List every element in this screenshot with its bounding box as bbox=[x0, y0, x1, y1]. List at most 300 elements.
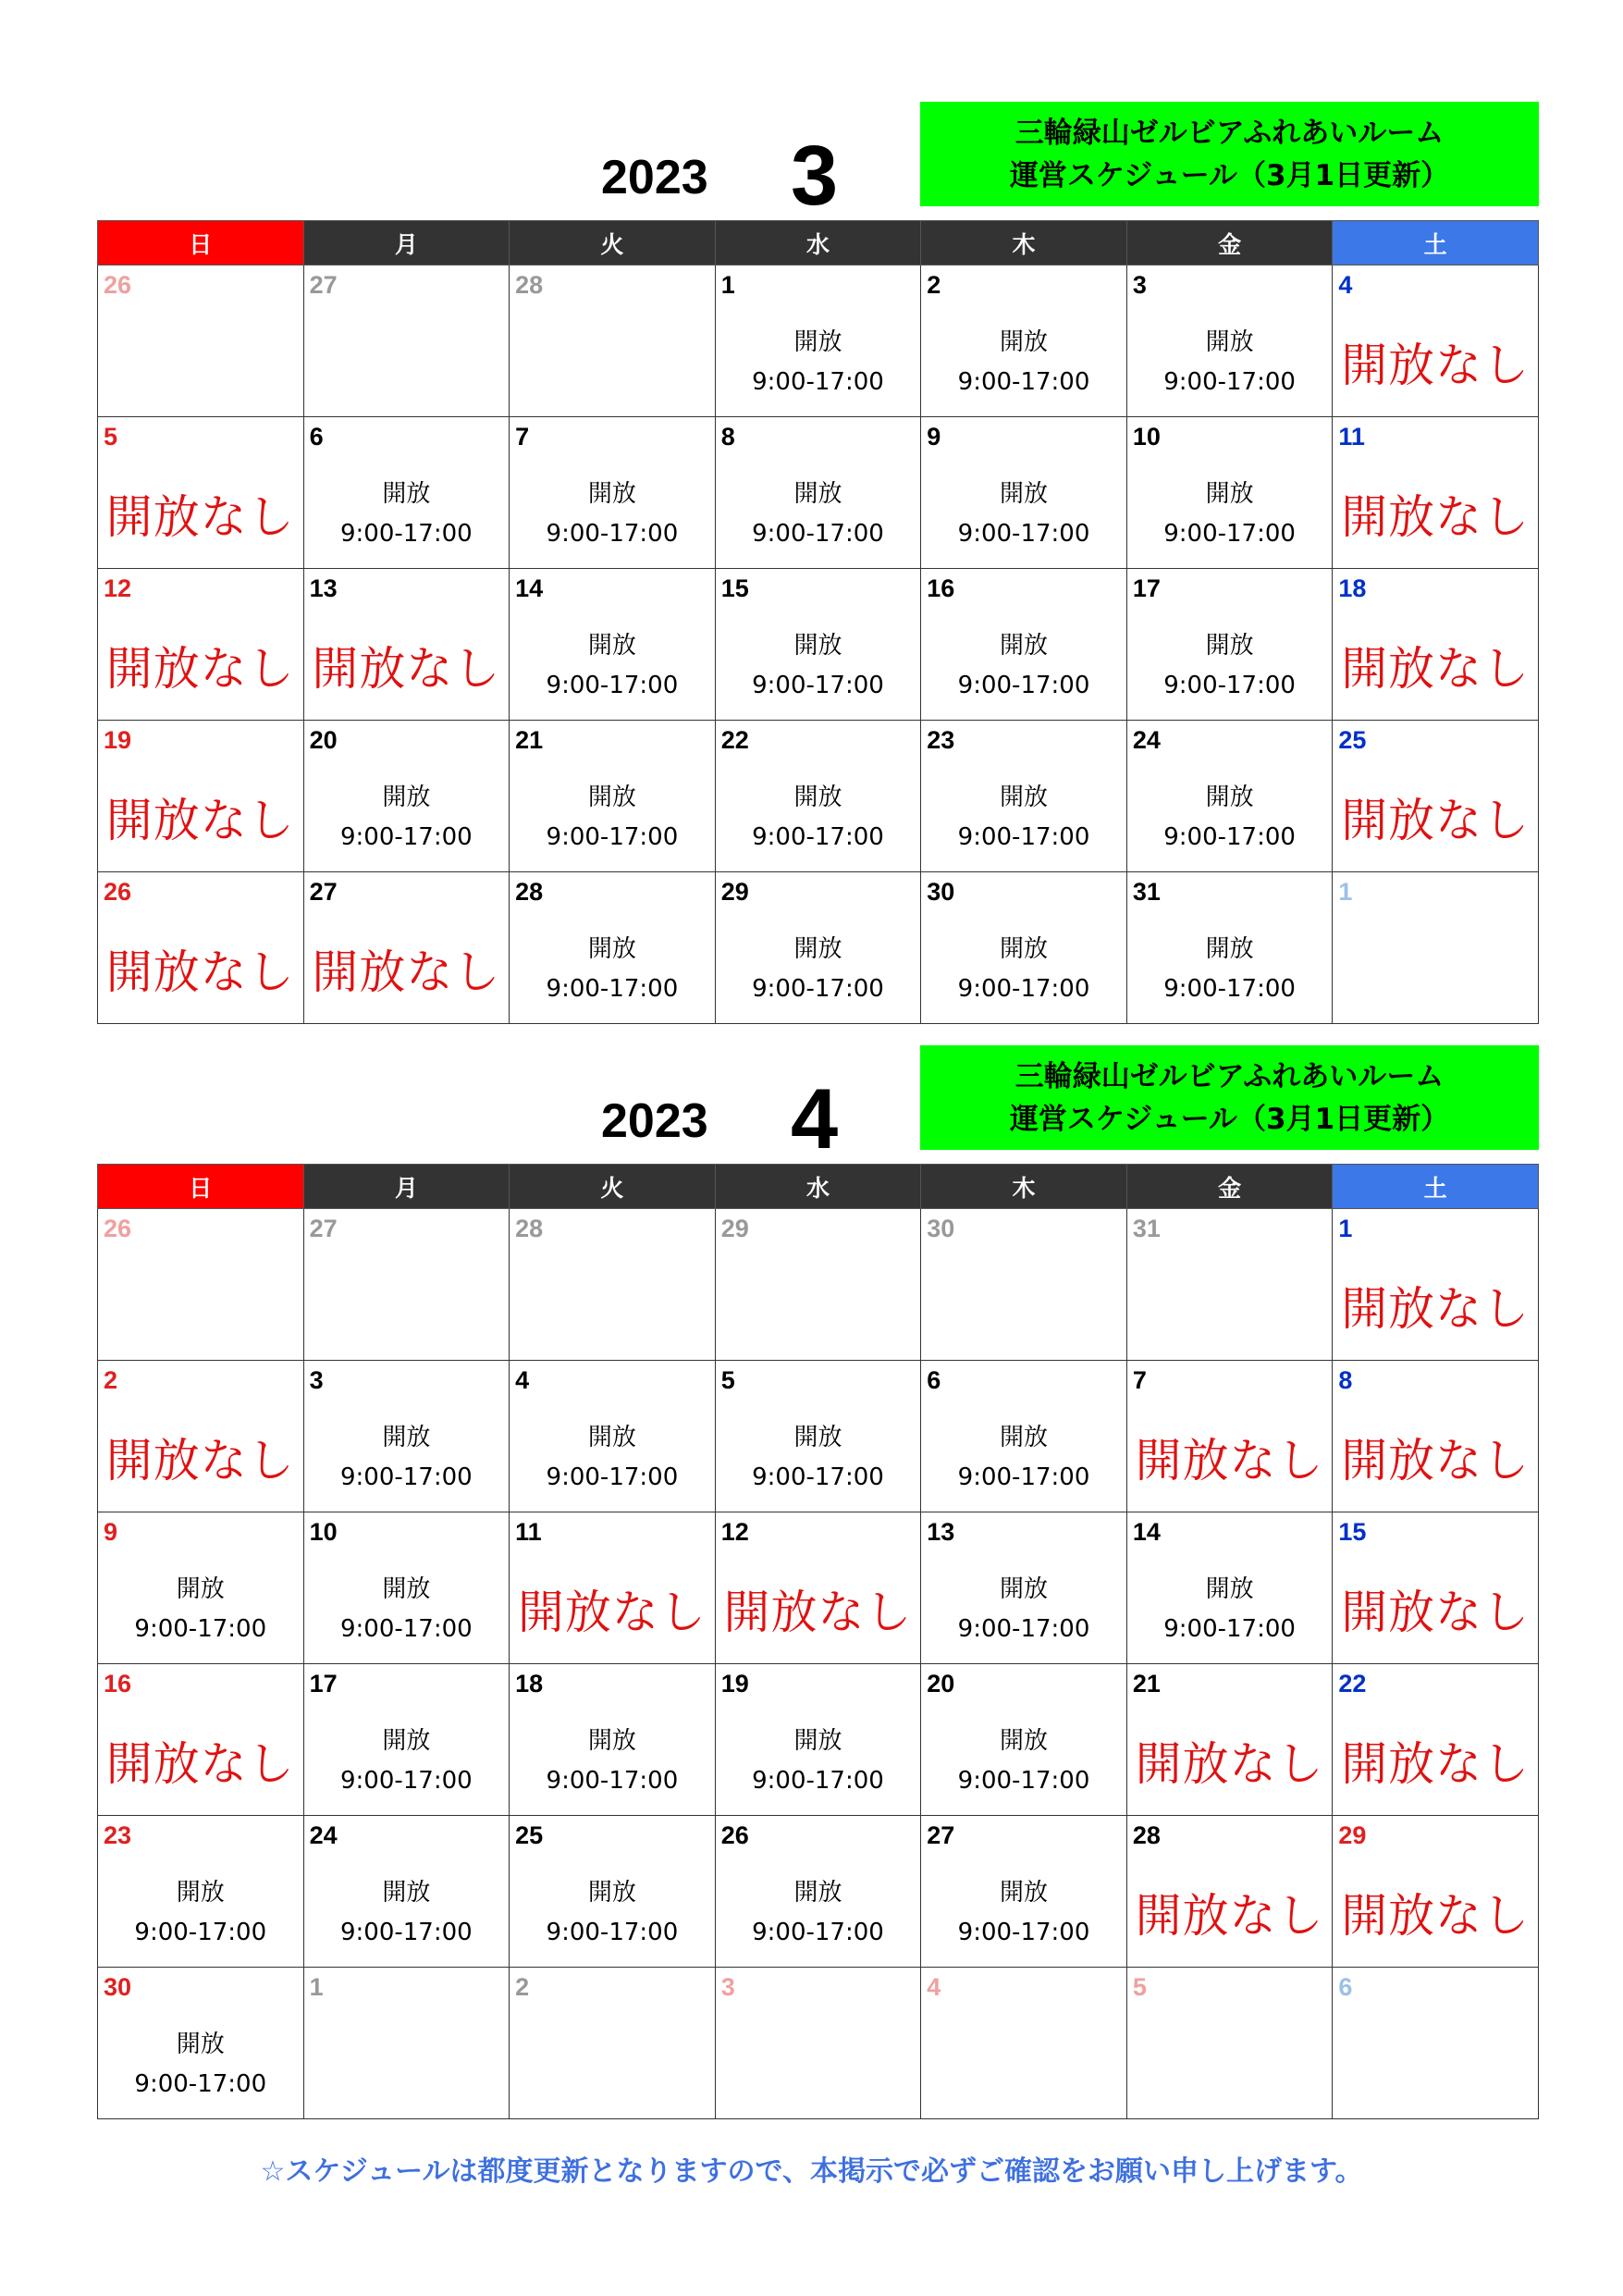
day-cell bbox=[98, 417, 304, 569]
open-hours: 9:00-17:00 bbox=[752, 672, 884, 699]
banner-subtitle: 運営スケジュール（3月1日更新） bbox=[1009, 1102, 1450, 1136]
open-hours: 9:00-17:00 bbox=[1163, 368, 1296, 396]
open-label: 開放 bbox=[1205, 632, 1254, 660]
day-number: 3 bbox=[1132, 271, 1147, 299]
open-label: 開放 bbox=[1000, 1727, 1049, 1755]
open-status bbox=[921, 1570, 1126, 1649]
day-cell bbox=[1126, 1512, 1333, 1664]
weekday-header: 木 bbox=[921, 221, 1127, 265]
open-hours: 9:00-17:00 bbox=[752, 368, 884, 396]
week-row bbox=[98, 1816, 1539, 1968]
day-number: 10 bbox=[1132, 423, 1161, 451]
week-row bbox=[98, 1968, 1539, 2119]
day-cell bbox=[715, 1209, 921, 1361]
closed-status: 開放なし bbox=[105, 642, 295, 696]
weekday-header: 火 bbox=[510, 221, 716, 265]
day-cell bbox=[303, 1968, 510, 2119]
day-number: 6 bbox=[927, 1366, 941, 1394]
day-cell bbox=[1333, 417, 1539, 569]
weekday-header-row bbox=[98, 221, 1539, 265]
weekday-header: 土 bbox=[1333, 1165, 1539, 1209]
day-number: 26 bbox=[104, 878, 132, 906]
day-cell bbox=[98, 1512, 304, 1664]
open-status bbox=[510, 778, 715, 858]
weekday-header-row bbox=[98, 1165, 1539, 1209]
closed-status: 開放なし bbox=[312, 945, 501, 999]
day-number: 13 bbox=[927, 1518, 955, 1546]
day-number: 15 bbox=[1338, 1518, 1367, 1546]
open-label: 開放 bbox=[1205, 1575, 1254, 1603]
open-label: 開放 bbox=[1000, 1424, 1049, 1451]
open-hours: 9:00-17:00 bbox=[1163, 1615, 1296, 1643]
open-label: 開放 bbox=[793, 1424, 842, 1451]
open-hours: 9:00-17:00 bbox=[752, 520, 884, 548]
open-label: 開放 bbox=[793, 328, 842, 356]
open-label: 開放 bbox=[793, 935, 842, 963]
weekday-header: 月 bbox=[303, 1165, 510, 1209]
day-cell bbox=[1333, 1816, 1539, 1968]
day-number: 4 bbox=[515, 1366, 530, 1394]
open-label: 開放 bbox=[793, 480, 842, 508]
day-number: 14 bbox=[515, 574, 544, 602]
closed-status: 開放なし bbox=[517, 1586, 707, 1639]
weekday-header: 水 bbox=[715, 1165, 921, 1209]
day-number: 29 bbox=[1338, 1821, 1367, 1849]
day-cell bbox=[98, 1816, 304, 1968]
calendar-march bbox=[97, 102, 1539, 1024]
week-row bbox=[98, 1361, 1539, 1512]
open-hours: 9:00-17:00 bbox=[1163, 672, 1296, 699]
schedule-banner bbox=[920, 1045, 1539, 1150]
day-number: 8 bbox=[1338, 1366, 1353, 1394]
day-cell bbox=[1126, 872, 1333, 1024]
closed-status: 開放なし bbox=[1341, 794, 1531, 847]
open-hours: 9:00-17:00 bbox=[957, 823, 1090, 851]
open-hours: 9:00-17:00 bbox=[546, 672, 679, 699]
closed-status: 開放なし bbox=[1341, 490, 1531, 544]
open-label: 開放 bbox=[1000, 632, 1049, 660]
day-number: 4 bbox=[1338, 271, 1353, 299]
day-number: 21 bbox=[1132, 1670, 1161, 1697]
week-row bbox=[98, 721, 1539, 872]
day-number: 6 bbox=[1338, 1973, 1353, 2001]
day-cell bbox=[510, 1968, 716, 2119]
open-status bbox=[1127, 626, 1333, 706]
open-label: 開放 bbox=[176, 2031, 225, 2058]
day-number: 1 bbox=[720, 271, 735, 299]
day-number: 15 bbox=[720, 574, 749, 602]
day-cell bbox=[921, 265, 1127, 417]
open-label: 開放 bbox=[587, 480, 636, 508]
open-hours: 9:00-17:00 bbox=[752, 975, 884, 1003]
open-status bbox=[921, 778, 1126, 858]
day-number: 26 bbox=[104, 1215, 132, 1242]
calendar-april bbox=[97, 1045, 1539, 2119]
day-number: 1 bbox=[1338, 1215, 1353, 1242]
day-cell bbox=[715, 1968, 921, 2119]
open-hours: 9:00-17:00 bbox=[134, 1919, 267, 1946]
day-cell bbox=[510, 417, 716, 569]
day-cell bbox=[921, 1512, 1127, 1664]
closed-status: 開放なし bbox=[1341, 1434, 1531, 1487]
open-status bbox=[510, 1722, 715, 1801]
day-cell bbox=[1126, 417, 1333, 569]
open-status bbox=[304, 1873, 510, 1953]
open-status bbox=[98, 2025, 303, 2105]
open-hours: 9:00-17:00 bbox=[546, 520, 679, 548]
open-label: 開放 bbox=[382, 1879, 431, 1907]
day-number: 9 bbox=[104, 1518, 118, 1546]
day-number: 17 bbox=[309, 1670, 338, 1697]
day-cell bbox=[510, 1209, 716, 1361]
schedule-banner bbox=[920, 102, 1539, 206]
day-cell bbox=[1126, 721, 1333, 872]
month-number: 4 bbox=[791, 1072, 839, 1167]
day-number: 18 bbox=[1338, 574, 1367, 602]
day-cell bbox=[1126, 1816, 1333, 1968]
open-status bbox=[716, 1873, 921, 1953]
open-status bbox=[1127, 1570, 1333, 1649]
calendar-grid bbox=[97, 220, 1539, 1024]
day-number: 24 bbox=[1132, 726, 1161, 754]
day-cell bbox=[921, 872, 1127, 1024]
open-status bbox=[1127, 475, 1333, 554]
open-hours: 9:00-17:00 bbox=[957, 368, 1090, 396]
day-number: 22 bbox=[1338, 1670, 1367, 1697]
day-number: 9 bbox=[927, 423, 941, 451]
open-hours: 9:00-17:00 bbox=[957, 975, 1090, 1003]
weekday-header: 金 bbox=[1126, 221, 1333, 265]
day-number: 2 bbox=[927, 271, 941, 299]
day-cell bbox=[98, 569, 304, 721]
weekday-header: 火 bbox=[510, 1165, 716, 1209]
day-number: 28 bbox=[515, 878, 544, 906]
closed-status: 開放なし bbox=[1135, 1889, 1324, 1943]
weekday-header: 日 bbox=[98, 221, 304, 265]
closed-status: 開放なし bbox=[105, 490, 295, 544]
open-status bbox=[1127, 323, 1333, 402]
closed-status: 開放なし bbox=[1341, 339, 1531, 392]
closed-status: 開放なし bbox=[105, 1434, 295, 1487]
open-label: 開放 bbox=[382, 784, 431, 811]
day-number: 3 bbox=[309, 1366, 324, 1394]
closed-status: 開放なし bbox=[1135, 1434, 1324, 1487]
open-hours: 9:00-17:00 bbox=[1163, 520, 1296, 548]
open-hours: 9:00-17:00 bbox=[339, 823, 473, 851]
open-label: 開放 bbox=[1000, 1879, 1049, 1907]
day-cell bbox=[303, 1512, 510, 1664]
week-row bbox=[98, 265, 1539, 417]
calendar-header bbox=[97, 102, 1539, 223]
day-number: 29 bbox=[720, 1215, 749, 1242]
day-cell bbox=[98, 265, 304, 417]
day-number: 19 bbox=[104, 726, 132, 754]
open-hours: 9:00-17:00 bbox=[957, 1615, 1090, 1643]
day-number: 18 bbox=[515, 1670, 544, 1697]
day-cell bbox=[1333, 1209, 1539, 1361]
day-number: 3 bbox=[720, 1973, 735, 2001]
day-cell bbox=[303, 1209, 510, 1361]
day-number: 8 bbox=[720, 423, 735, 451]
day-number: 28 bbox=[515, 271, 544, 299]
open-hours: 9:00-17:00 bbox=[339, 1919, 473, 1946]
closed-status: 開放なし bbox=[105, 945, 295, 999]
day-cell bbox=[921, 569, 1127, 721]
open-label: 開放 bbox=[587, 1727, 636, 1755]
open-label: 開放 bbox=[1000, 480, 1049, 508]
closed-status: 開放なし bbox=[723, 1586, 913, 1639]
day-number: 12 bbox=[720, 1518, 749, 1546]
day-number: 5 bbox=[720, 1366, 735, 1394]
day-number: 14 bbox=[1132, 1518, 1161, 1546]
footer-note: ☆スケジュールは都度更新となりますので、本掲示で必ずご確認をお願い申し上げます。 bbox=[260, 2155, 1363, 2188]
day-number: 23 bbox=[104, 1821, 132, 1849]
day-cell bbox=[1333, 721, 1539, 872]
open-hours: 9:00-17:00 bbox=[546, 823, 679, 851]
open-status bbox=[1127, 930, 1333, 1009]
weekday-header: 日 bbox=[98, 1165, 304, 1209]
weekday-header: 月 bbox=[303, 221, 510, 265]
open-status bbox=[716, 930, 921, 1009]
closed-status: 開放なし bbox=[1341, 1889, 1531, 1943]
day-number: 2 bbox=[104, 1366, 118, 1394]
open-label: 開放 bbox=[793, 632, 842, 660]
open-status bbox=[304, 1570, 510, 1649]
open-status bbox=[921, 626, 1126, 706]
day-cell bbox=[510, 265, 716, 417]
day-cell bbox=[921, 1209, 1127, 1361]
day-number: 28 bbox=[515, 1215, 544, 1242]
open-label: 開放 bbox=[1000, 784, 1049, 811]
day-number: 20 bbox=[927, 1670, 955, 1697]
open-hours: 9:00-17:00 bbox=[957, 1919, 1090, 1946]
open-status bbox=[510, 1873, 715, 1953]
day-number: 16 bbox=[927, 574, 955, 602]
open-label: 開放 bbox=[793, 784, 842, 811]
day-number: 26 bbox=[720, 1821, 749, 1849]
open-hours: 9:00-17:00 bbox=[339, 1767, 473, 1795]
day-number: 22 bbox=[720, 726, 749, 754]
banner-title: 三輪緑山ゼルビアふれあいルーム bbox=[1014, 116, 1445, 150]
weekday-header: 水 bbox=[715, 221, 921, 265]
day-number: 24 bbox=[309, 1821, 338, 1849]
day-cell bbox=[303, 721, 510, 872]
open-hours: 9:00-17:00 bbox=[752, 1919, 884, 1946]
day-cell bbox=[98, 1664, 304, 1816]
day-cell bbox=[1126, 1664, 1333, 1816]
open-label: 開放 bbox=[382, 1575, 431, 1603]
day-number: 11 bbox=[515, 1518, 542, 1546]
closed-status: 開放なし bbox=[312, 642, 501, 696]
calendar-header bbox=[97, 1045, 1539, 1167]
open-label: 開放 bbox=[1000, 935, 1049, 963]
open-status bbox=[1127, 778, 1333, 858]
open-hours: 9:00-17:00 bbox=[134, 2070, 267, 2098]
open-label: 開放 bbox=[1000, 328, 1049, 356]
open-status bbox=[716, 1418, 921, 1498]
day-number: 30 bbox=[104, 1973, 132, 2001]
day-cell bbox=[303, 569, 510, 721]
day-cell bbox=[1333, 1968, 1539, 2119]
open-hours: 9:00-17:00 bbox=[546, 1463, 679, 1491]
day-number: 25 bbox=[1338, 726, 1367, 754]
open-status bbox=[510, 1418, 715, 1498]
day-cell bbox=[98, 1209, 304, 1361]
open-hours: 9:00-17:00 bbox=[752, 823, 884, 851]
day-cell bbox=[715, 721, 921, 872]
day-cell bbox=[303, 872, 510, 1024]
open-label: 開放 bbox=[176, 1575, 225, 1603]
day-number: 7 bbox=[515, 423, 530, 451]
week-row bbox=[98, 1209, 1539, 1361]
day-number: 11 bbox=[1338, 423, 1365, 451]
day-number: 23 bbox=[927, 726, 955, 754]
day-cell bbox=[303, 1664, 510, 1816]
open-hours: 9:00-17:00 bbox=[339, 1615, 473, 1643]
day-cell bbox=[1126, 1209, 1333, 1361]
day-cell bbox=[1126, 1361, 1333, 1512]
closed-status: 開放なし bbox=[1341, 1282, 1531, 1336]
calendar-grid bbox=[97, 1164, 1539, 2119]
open-label: 開放 bbox=[382, 1727, 431, 1755]
open-status bbox=[921, 1418, 1126, 1498]
open-status bbox=[921, 323, 1126, 402]
day-number: 29 bbox=[720, 878, 749, 906]
day-cell bbox=[1333, 1361, 1539, 1512]
open-status bbox=[716, 1722, 921, 1801]
open-hours: 9:00-17:00 bbox=[546, 975, 679, 1003]
day-number: 30 bbox=[927, 1215, 955, 1242]
open-status bbox=[921, 1722, 1126, 1801]
day-number: 7 bbox=[1132, 1366, 1147, 1394]
open-status bbox=[716, 475, 921, 554]
day-cell bbox=[715, 1512, 921, 1664]
day-cell bbox=[1333, 872, 1539, 1024]
day-cell bbox=[1333, 1664, 1539, 1816]
open-status bbox=[716, 323, 921, 402]
open-hours: 9:00-17:00 bbox=[1163, 823, 1296, 851]
day-number: 27 bbox=[927, 1821, 955, 1849]
open-hours: 9:00-17:00 bbox=[752, 1463, 884, 1491]
day-cell bbox=[510, 569, 716, 721]
open-status bbox=[510, 626, 715, 706]
open-hours: 9:00-17:00 bbox=[957, 520, 1090, 548]
closed-status: 開放なし bbox=[1135, 1737, 1324, 1791]
open-label: 開放 bbox=[587, 1879, 636, 1907]
day-cell bbox=[98, 872, 304, 1024]
open-status bbox=[304, 1722, 510, 1801]
day-number: 27 bbox=[309, 878, 338, 906]
day-cell bbox=[1126, 265, 1333, 417]
day-cell bbox=[921, 1361, 1127, 1512]
day-number: 10 bbox=[309, 1518, 338, 1546]
day-number: 31 bbox=[1132, 1215, 1161, 1242]
open-hours: 9:00-17:00 bbox=[546, 1919, 679, 1946]
day-cell bbox=[303, 1361, 510, 1512]
day-number: 17 bbox=[1132, 574, 1161, 602]
day-number: 5 bbox=[1132, 1973, 1147, 2001]
open-status bbox=[304, 778, 510, 858]
day-cell bbox=[715, 1664, 921, 1816]
open-label: 開放 bbox=[587, 784, 636, 811]
day-number: 21 bbox=[515, 726, 544, 754]
open-hours: 9:00-17:00 bbox=[957, 1767, 1090, 1795]
day-cell bbox=[510, 721, 716, 872]
open-label: 開放 bbox=[587, 1424, 636, 1451]
closed-status: 開放なし bbox=[105, 794, 295, 847]
open-label: 開放 bbox=[1000, 1575, 1049, 1603]
day-number: 27 bbox=[309, 1215, 338, 1242]
open-label: 開放 bbox=[1205, 935, 1254, 963]
open-hours: 9:00-17:00 bbox=[1163, 975, 1296, 1003]
month-number: 3 bbox=[791, 129, 839, 223]
open-label: 開放 bbox=[793, 1879, 842, 1907]
open-hours: 9:00-17:00 bbox=[546, 1767, 679, 1795]
day-number: 16 bbox=[104, 1670, 132, 1697]
day-number: 26 bbox=[104, 271, 132, 299]
day-cell bbox=[715, 1816, 921, 1968]
open-status bbox=[304, 1418, 510, 1498]
day-number: 4 bbox=[927, 1973, 941, 2001]
day-number: 31 bbox=[1132, 878, 1161, 906]
open-status bbox=[921, 475, 1126, 554]
day-cell bbox=[715, 872, 921, 1024]
day-cell bbox=[921, 721, 1127, 872]
day-cell bbox=[303, 265, 510, 417]
week-row bbox=[98, 1512, 1539, 1664]
open-status bbox=[98, 1570, 303, 1649]
weekday-header: 金 bbox=[1126, 1165, 1333, 1209]
open-status bbox=[716, 626, 921, 706]
day-cell bbox=[715, 265, 921, 417]
day-cell bbox=[1333, 1512, 1539, 1664]
open-hours: 9:00-17:00 bbox=[957, 672, 1090, 699]
closed-status: 開放なし bbox=[1341, 1737, 1531, 1791]
open-label: 開放 bbox=[382, 1424, 431, 1451]
day-cell bbox=[98, 1968, 304, 2119]
day-cell bbox=[715, 417, 921, 569]
day-cell bbox=[1126, 1968, 1333, 2119]
day-cell bbox=[98, 1361, 304, 1512]
week-row bbox=[98, 872, 1539, 1024]
open-status bbox=[921, 930, 1126, 1009]
day-number: 6 bbox=[309, 423, 324, 451]
open-status bbox=[716, 778, 921, 858]
day-cell bbox=[921, 1664, 1127, 1816]
weekday-header: 木 bbox=[921, 1165, 1127, 1209]
open-status bbox=[304, 475, 510, 554]
day-cell bbox=[921, 1816, 1127, 1968]
day-number: 25 bbox=[515, 1821, 544, 1849]
open-status bbox=[98, 1873, 303, 1953]
banner-title: 三輪緑山ゼルビアふれあいルーム bbox=[1014, 1059, 1445, 1093]
open-status bbox=[510, 930, 715, 1009]
day-number: 28 bbox=[1132, 1821, 1161, 1849]
day-cell bbox=[1333, 569, 1539, 721]
day-cell bbox=[921, 1968, 1127, 2119]
open-label: 開放 bbox=[587, 935, 636, 963]
open-label: 開放 bbox=[176, 1879, 225, 1907]
week-row bbox=[98, 569, 1539, 721]
day-number: 1 bbox=[1338, 878, 1353, 906]
open-status bbox=[921, 1873, 1126, 1953]
day-number: 1 bbox=[309, 1973, 324, 2001]
day-cell bbox=[715, 569, 921, 721]
open-label: 開放 bbox=[793, 1727, 842, 1755]
day-cell bbox=[98, 721, 304, 872]
day-cell bbox=[510, 1361, 716, 1512]
day-cell bbox=[510, 1816, 716, 1968]
